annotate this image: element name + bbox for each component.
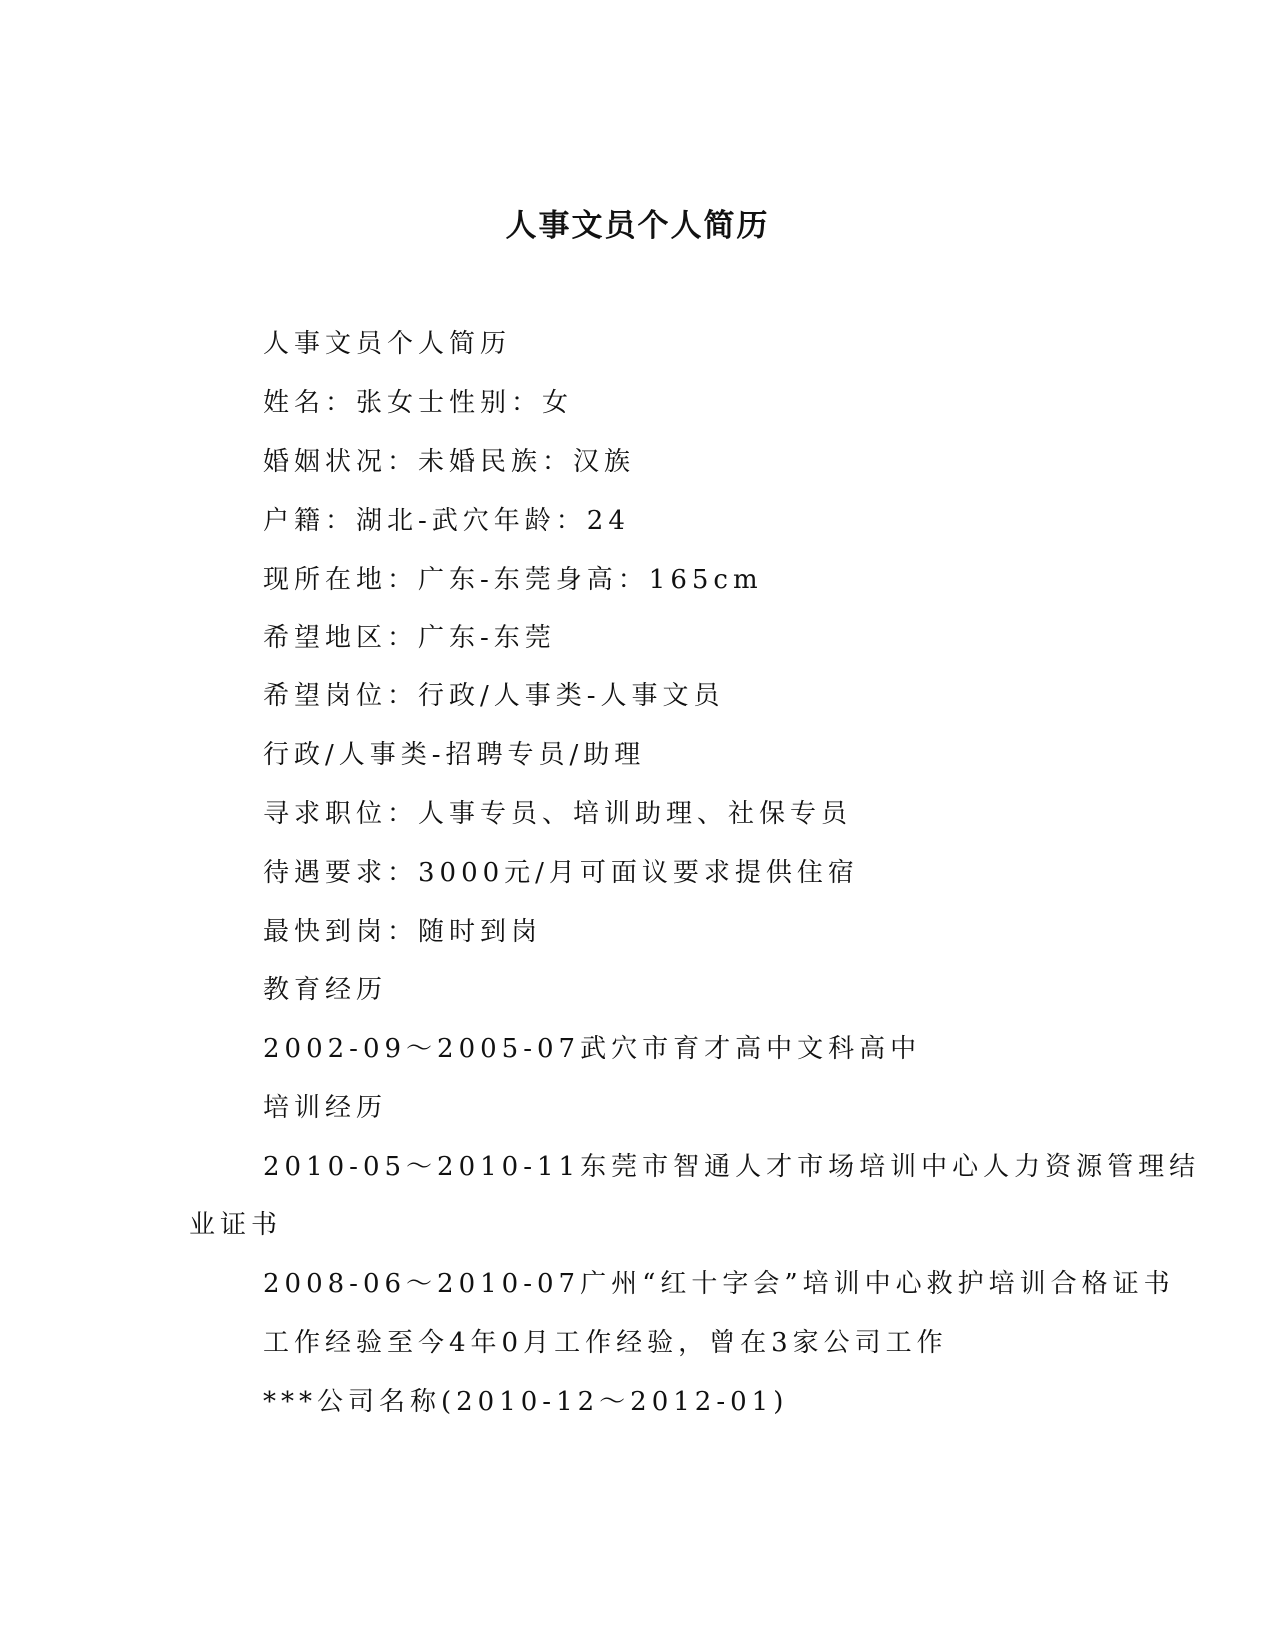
- training-entry-1: 2010-05～2010-11东莞市智通人才市场培训中心人力资源管理结: [263, 1152, 1201, 1182]
- education-entry: 2002-09～2005-07武穴市育才高中文科高中: [263, 1034, 922, 1064]
- training-heading: 培训经历: [263, 1093, 388, 1123]
- training-entry-2: 2008-06～2010-07广州“红十字会”培训中心救护培训合格证书: [263, 1269, 1175, 1299]
- marital-ethnicity-line: 婚姻状况：未婚民族：汉族: [263, 447, 636, 477]
- education-heading: 教育经历: [263, 975, 388, 1005]
- desired-region-line: 希望地区：广东-东莞: [263, 623, 556, 653]
- subtitle-line: 人事文员个人简历: [263, 329, 512, 359]
- availability-line: 最快到岗：随时到岗: [263, 917, 543, 947]
- hometown-age-line: 户籍：湖北-武穴年龄：24: [263, 506, 630, 536]
- document-title: 人事文员个人简历: [505, 208, 770, 244]
- salary-line: 待遇要求：3000元/月可面议要求提供住宿: [263, 858, 859, 888]
- desired-position-line: 希望岗位：行政/人事类-人事文员: [263, 681, 725, 711]
- company-entry: ***公司名称(2010-12～2012-01): [263, 1387, 789, 1417]
- training-entry-1-wrap: 业证书: [189, 1210, 283, 1240]
- desired-position-line-2: 行政/人事类-招聘专员/助理: [263, 740, 646, 770]
- location-height-line: 现所在地：广东-东莞身高：165cm: [263, 565, 763, 595]
- name-gender-line: 姓名：张女士性别：女: [263, 388, 574, 418]
- work-experience-summary: 工作经验至今4年0月工作经验，曾在3家公司工作: [263, 1328, 948, 1358]
- sought-roles-line: 寻求职位：人事专员、培训助理、社保专员: [263, 799, 853, 829]
